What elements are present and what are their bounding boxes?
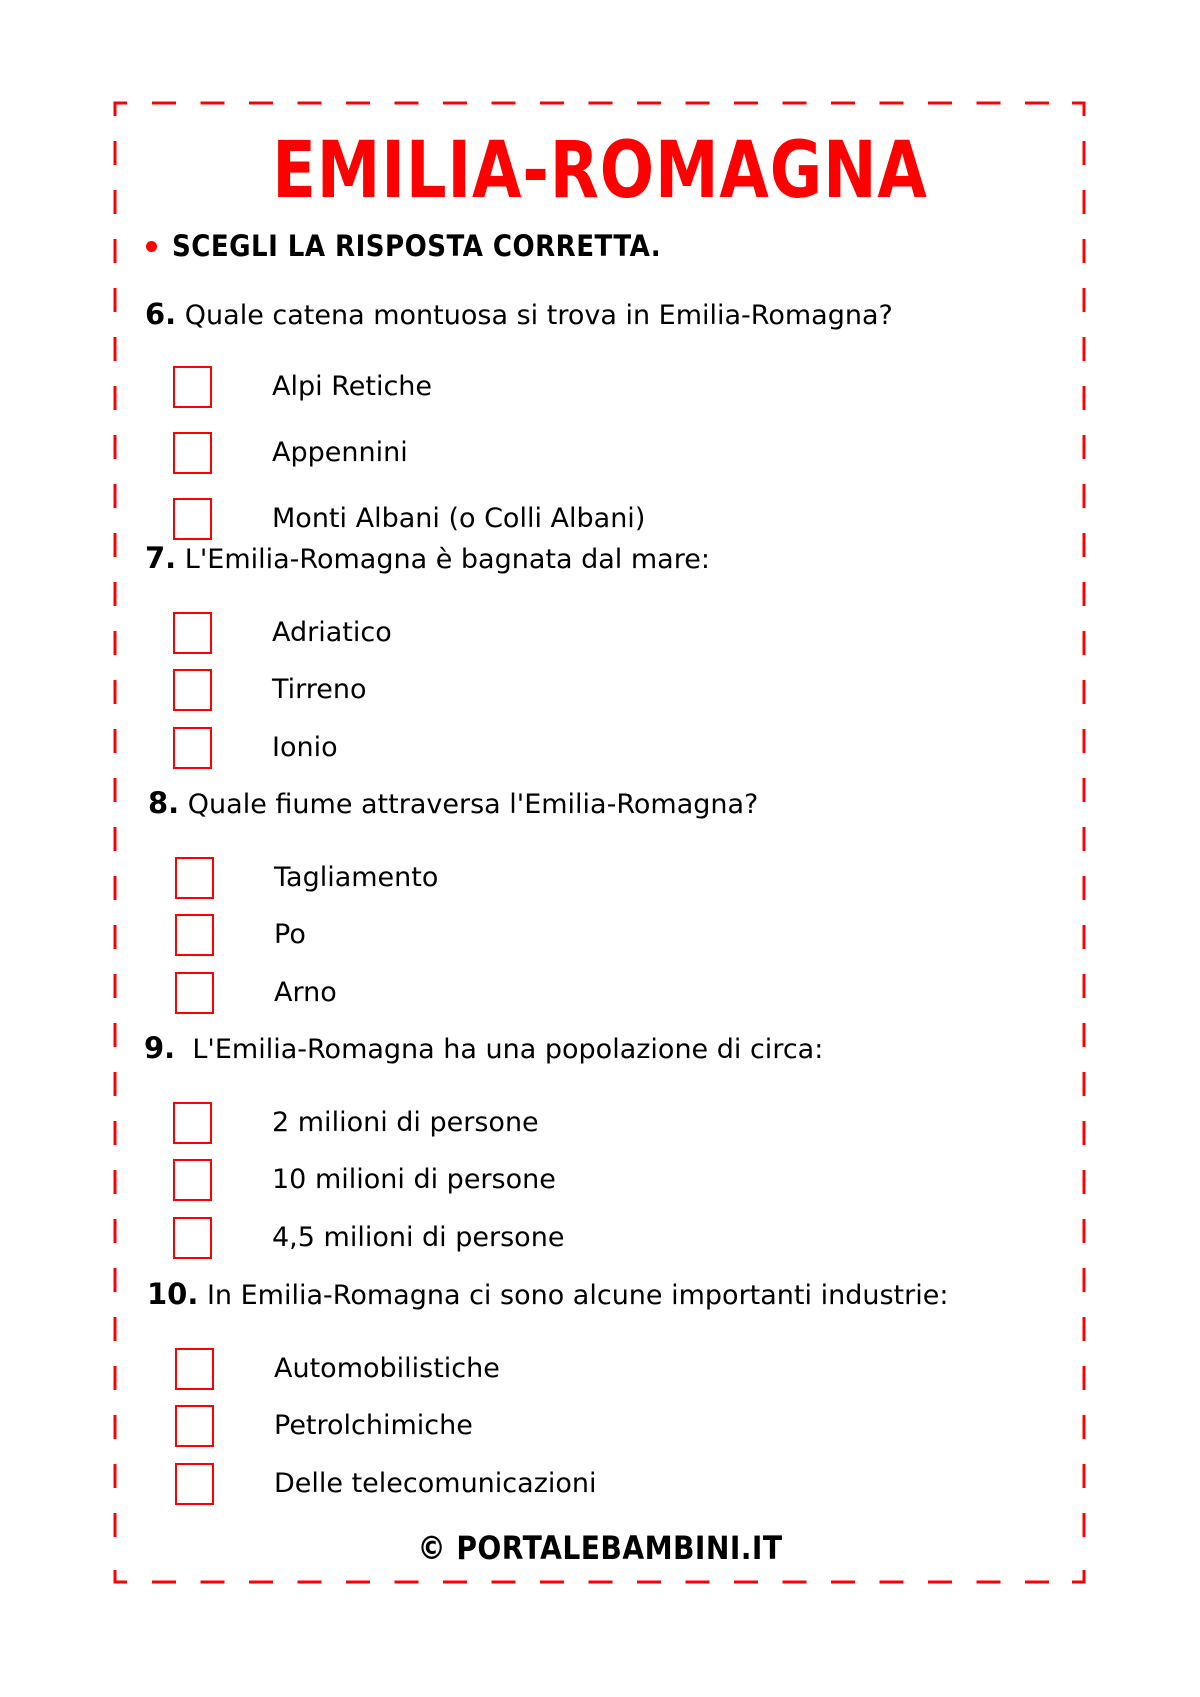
question-number: 9.	[144, 1031, 176, 1065]
option-label: Tagliamento	[274, 862, 439, 893]
option-item	[173, 1102, 973, 1144]
border-corner-bottom-left	[115, 1570, 127, 1582]
answer-checkbox[interactable]	[173, 669, 212, 711]
question-text-line	[148, 786, 758, 822]
option-item	[173, 1217, 973, 1259]
border-corner-top-right	[1072, 103, 1084, 116]
question-text-line	[145, 541, 710, 577]
option-label: Monti Albani (o Colli Albani)	[272, 503, 646, 534]
option-label: Arno	[274, 977, 337, 1008]
question-text-line	[144, 1031, 823, 1067]
answer-checkbox[interactable]	[173, 727, 212, 769]
question-number: 7.	[145, 541, 177, 575]
instruction-text: SCEGLI LA RISPOSTA CORRETTA.	[172, 229, 662, 263]
answer-checkbox[interactable]	[175, 857, 214, 899]
answer-checkbox[interactable]	[173, 498, 212, 540]
question-text: Quale catena montuosa si trova in Emilia-Romagna?	[184, 300, 893, 331]
option-label: Automobilistiche	[274, 1353, 500, 1384]
question-text: L'Emilia-Romagna ha una popolazione di circa:	[183, 1034, 824, 1065]
option-item	[175, 1348, 975, 1390]
question-text: In Emilia-Romagna ci sono alcune importanti industrie:	[206, 1280, 949, 1311]
option-item	[173, 727, 973, 769]
bullet-icon	[146, 241, 157, 252]
option-label: 4,5 milioni di persone	[272, 1222, 565, 1253]
worksheet-title: EMILIA-ROMAGNA	[272, 126, 928, 216]
option-item	[173, 612, 973, 654]
option-item	[173, 432, 973, 474]
option-label: Delle telecomunicazioni	[274, 1468, 597, 1499]
copyright-footer: © PORTALEBAMBINI.IT	[417, 1529, 783, 1567]
option-label: Petrolchimiche	[274, 1410, 473, 1441]
answer-checkbox[interactable]	[173, 612, 212, 654]
option-label: 10 milioni di persone	[272, 1164, 556, 1195]
option-item	[175, 972, 975, 1014]
question-text: L'Emilia-Romagna è bagnata dal mare:	[184, 544, 710, 575]
answer-checkbox[interactable]	[173, 366, 212, 408]
option-label: Appennini	[272, 437, 408, 468]
answer-checkbox[interactable]	[173, 1159, 212, 1201]
answer-checkbox[interactable]	[173, 1217, 212, 1259]
answer-checkbox[interactable]	[173, 432, 212, 474]
option-item	[175, 1463, 975, 1505]
option-item	[175, 857, 975, 899]
option-label: Po	[274, 919, 306, 950]
question-number: 10.	[147, 1277, 199, 1311]
answer-checkbox[interactable]	[175, 1348, 214, 1390]
option-label: Adriatico	[272, 617, 392, 648]
option-label: Alpi Retiche	[272, 371, 433, 402]
option-label: Ionio	[272, 732, 338, 763]
answer-checkbox[interactable]	[173, 1102, 212, 1144]
option-label: Tirreno	[272, 674, 367, 705]
question-number: 6.	[145, 297, 177, 331]
option-item	[173, 1159, 973, 1201]
instruction	[146, 226, 715, 266]
option-item	[173, 366, 973, 408]
border-corner-top-left	[115, 103, 127, 116]
question-number: 8.	[148, 786, 180, 820]
question-text-line	[145, 297, 893, 333]
answer-checkbox[interactable]	[175, 1405, 214, 1447]
border-corner-bottom-right	[1072, 1570, 1084, 1582]
answer-checkbox[interactable]	[175, 914, 214, 956]
option-item	[173, 669, 973, 711]
option-label: 2 milioni di persone	[272, 1107, 539, 1138]
question-text-line	[147, 1277, 948, 1313]
option-item	[173, 498, 973, 540]
option-item	[175, 914, 975, 956]
answer-checkbox[interactable]	[175, 972, 214, 1014]
question-text: Quale fiume attraversa l'Emilia-Romagna?	[187, 789, 759, 820]
answer-checkbox[interactable]	[175, 1463, 214, 1505]
option-item	[175, 1405, 975, 1447]
